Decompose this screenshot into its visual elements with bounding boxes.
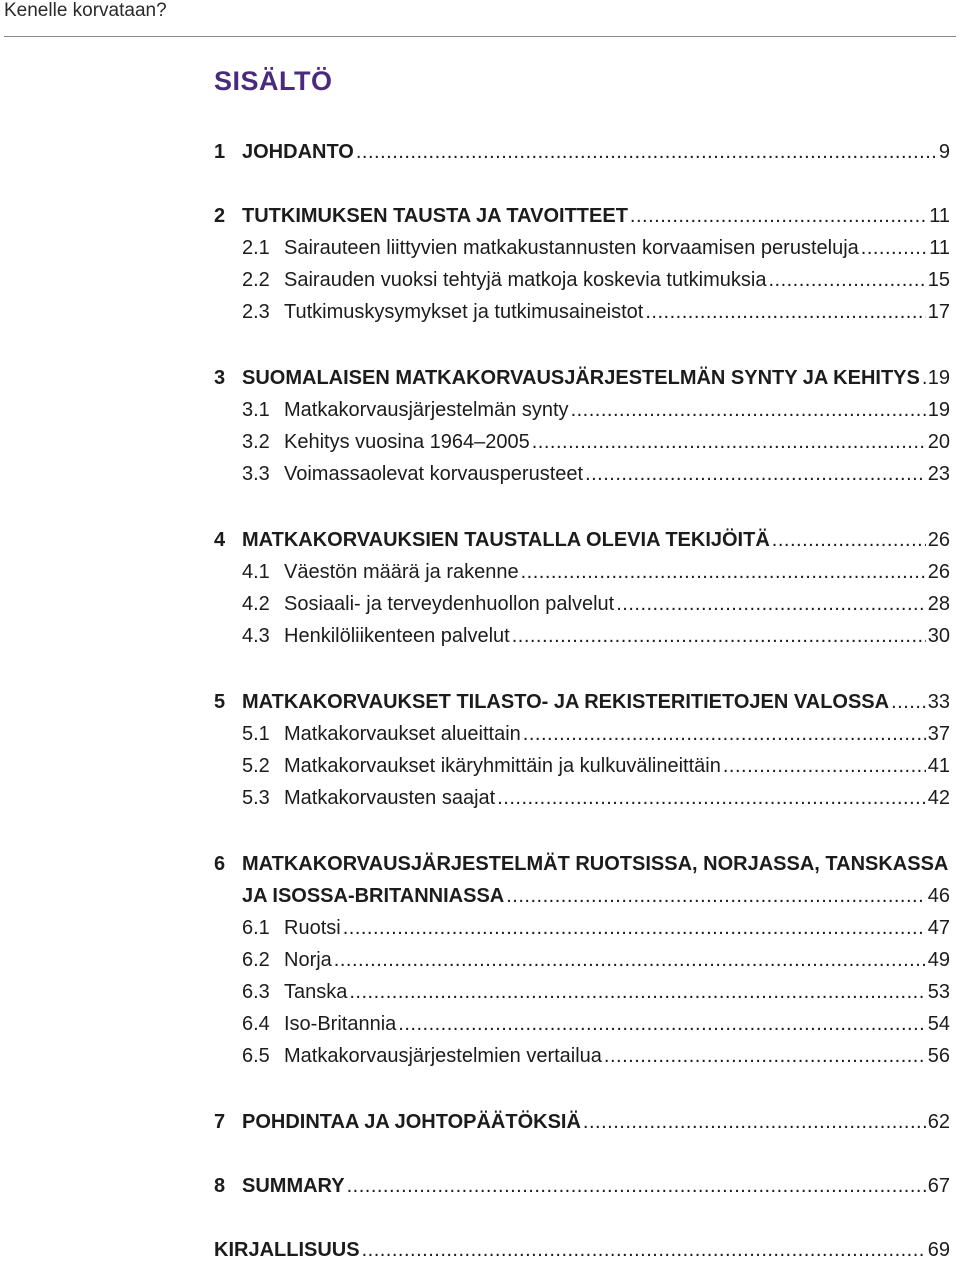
entry-page: 9 <box>938 141 950 163</box>
entry-page: 11 <box>929 205 950 227</box>
leader-dots <box>512 622 926 650</box>
entry-page: 47 <box>927 917 950 939</box>
leader-dots <box>772 526 926 554</box>
entry-number-wrap <box>214 946 284 974</box>
entry-number-wrap <box>214 590 284 618</box>
leader-dots <box>521 558 926 586</box>
entry-number: 2.1 <box>242 237 270 259</box>
toc-entry-6-continued[interactable] <box>242 882 950 910</box>
toc-entry-2-3[interactable] <box>214 298 950 326</box>
entry-number: 2 <box>214 205 226 227</box>
entry-number-wrap <box>214 752 284 780</box>
leader-dots <box>630 202 927 230</box>
entry-label: Matkakorvaukset ikäryhmittäin ja kulkuvälineittäin <box>284 755 721 777</box>
entry-label: Tanska <box>284 981 348 1003</box>
toc-title: SISÄLTÖ <box>214 66 333 96</box>
entry-label: Iso-Britannia <box>284 1013 397 1035</box>
leader-dots <box>532 428 926 456</box>
entry-label: MATKAKORVAUSJÄRJESTELMÄT RUOTSISSA, NORJASSA, TANSKASSA <box>242 853 949 875</box>
entry-page: 53 <box>927 981 950 1003</box>
leader-dots <box>497 784 926 812</box>
leader-dots <box>362 1236 926 1264</box>
toc-entry-2-1[interactable] <box>214 234 950 262</box>
toc-entry-kirjallisuus[interactable] <box>214 1236 950 1264</box>
header-rule <box>4 36 956 37</box>
leader-dots <box>922 364 926 392</box>
toc-entry-6-3[interactable] <box>214 978 950 1006</box>
entry-number-wrap <box>214 558 284 586</box>
entry-page: 46 <box>927 885 950 907</box>
toc-entry-3-1[interactable] <box>214 396 950 424</box>
entry-label: Väestön määrä ja rakenne <box>284 561 519 583</box>
entry-number: 5.3 <box>242 787 270 809</box>
entry-number: 6.3 <box>242 981 270 1003</box>
leader-dots <box>616 590 926 618</box>
entry-number-wrap <box>214 396 284 424</box>
entry-page: 41 <box>927 755 950 777</box>
entry-number: 6.5 <box>242 1045 270 1067</box>
toc-entry-3-3[interactable] <box>214 460 950 488</box>
leader-dots <box>583 1108 926 1136</box>
entry-number: 4.3 <box>242 625 270 647</box>
toc-entry-5-1[interactable] <box>214 720 950 748</box>
toc-entry-4-1[interactable] <box>214 558 950 586</box>
leader-dots <box>523 720 926 748</box>
leader-dots <box>723 752 926 780</box>
leader-dots <box>349 978 925 1006</box>
entry-number-wrap <box>214 460 284 488</box>
entry-number: 6.2 <box>242 949 270 971</box>
entry-number: 3.3 <box>242 463 270 485</box>
toc-entry-6-5[interactable] <box>214 1042 950 1070</box>
entry-number: 3 <box>214 367 226 389</box>
leader-dots <box>356 138 937 166</box>
entry-page: 15 <box>927 269 950 291</box>
entry-label-continued: JA ISOSSA-BRITANNIASSA <box>242 885 505 907</box>
entry-page: 28 <box>927 593 950 615</box>
entry-label: Sairauteen liittyvien matkakustannusten korvaamisen perusteluja <box>284 237 859 259</box>
entry-label: Matkakorvausjärjestelmien vertailua <box>284 1045 602 1067</box>
leader-dots <box>645 298 925 326</box>
entry-page: 49 <box>927 949 950 971</box>
entry-page: 23 <box>927 463 950 485</box>
entry-number: 5.1 <box>242 723 270 745</box>
running-head: Kenelle korvataan? <box>4 0 167 21</box>
entry-page: 33 <box>927 691 950 713</box>
leader-dots <box>768 266 925 294</box>
leader-dots <box>398 1010 925 1038</box>
entry-page: 67 <box>927 1175 950 1197</box>
entry-page: 11 <box>929 237 950 259</box>
entry-label: KIRJALLISUUS <box>214 1239 360 1261</box>
toc-entry-3-2[interactable] <box>214 428 950 456</box>
entry-number-wrap <box>214 720 284 748</box>
toc-entry-4-3[interactable] <box>214 622 950 650</box>
entry-number: 4.1 <box>242 561 270 583</box>
entry-number: 2.3 <box>242 301 270 323</box>
entry-label: Sairauden vuoksi tehtyjä matkoja koskevia tutkimuksia <box>284 269 767 291</box>
entry-number-wrap <box>214 914 284 942</box>
entry-number: 1 <box>214 141 226 163</box>
leader-dots <box>347 1172 926 1200</box>
entry-number: 4 <box>214 529 226 551</box>
toc-entry-4[interactable] <box>214 526 950 554</box>
entry-page: 19 <box>927 399 950 421</box>
leader-dots <box>891 688 926 716</box>
entry-label: Matkakorvausjärjestelmän synty <box>284 399 569 421</box>
entry-label: Norja <box>284 949 332 971</box>
entry-label: SUOMALAISEN MATKAKORVAUSJÄRJESTELMÄN SYNTY JA KEHITYS <box>242 367 920 389</box>
entry-page: 69 <box>927 1239 950 1261</box>
entry-page: 19 <box>927 367 950 389</box>
entry-number-wrap <box>214 978 284 1006</box>
toc-entry-6[interactable] <box>214 850 948 878</box>
entry-label: MATKAKORVAUKSIEN TAUSTALLA OLEVIA TEKIJÖITÄ <box>242 529 770 551</box>
entry-number-wrap <box>214 234 284 262</box>
leader-dots <box>571 396 926 424</box>
entry-label: Voimassaolevat korvausperusteet <box>284 463 584 485</box>
entry-page: 62 <box>927 1111 950 1133</box>
entry-number-wrap <box>214 622 284 650</box>
entry-label: Kehitys vuosina 1964–2005 <box>284 431 530 453</box>
entry-number-wrap <box>214 784 284 812</box>
entry-number: 5 <box>214 691 226 713</box>
entry-page: 20 <box>927 431 950 453</box>
entry-label: Matkakorvaukset alueittain <box>284 723 521 745</box>
entry-page: 54 <box>927 1013 950 1035</box>
entry-number: 4.2 <box>242 593 270 615</box>
leader-dots <box>334 946 926 974</box>
toc-entry-1[interactable] <box>214 138 950 166</box>
toc-entry-6-4[interactable] <box>214 1010 950 1038</box>
entry-label: MATKAKORVAUKSET TILASTO- JA REKISTERITIETOJEN VALOSSA <box>242 691 890 713</box>
entry-number-wrap <box>214 1010 284 1038</box>
entry-label: POHDINTAA JA JOHTOPÄÄTÖKSIÄ <box>242 1111 581 1133</box>
entry-label: Sosiaali- ja terveydenhuollon palvelut <box>284 593 615 615</box>
toc-entry-7[interactable] <box>214 1108 950 1136</box>
entry-page: 26 <box>927 529 950 551</box>
leader-dots <box>585 460 926 488</box>
entry-page: 17 <box>927 301 950 323</box>
entry-number: 3.2 <box>242 431 270 453</box>
entry-number: 5.2 <box>242 755 270 777</box>
entry-label: JOHDANTO <box>242 141 354 163</box>
leader-dots <box>343 914 926 942</box>
entry-number-wrap <box>214 298 284 326</box>
toc-entry-8[interactable] <box>214 1172 950 1200</box>
toc-entry-6-1[interactable] <box>214 914 950 942</box>
entry-number: 7 <box>214 1111 226 1133</box>
toc-entry-2-2[interactable] <box>214 266 950 294</box>
entry-number: 2.2 <box>242 269 270 291</box>
toc-entry-6-2[interactable] <box>214 946 950 974</box>
entry-label: Ruotsi <box>284 917 341 939</box>
entry-page: 42 <box>927 787 950 809</box>
entry-number: 6.4 <box>242 1013 270 1035</box>
entry-label: Tutkimuskysymykset ja tutkimusaineistot <box>284 301 644 323</box>
entry-label: SUMMARY <box>242 1175 345 1197</box>
entry-page: 56 <box>927 1045 950 1067</box>
toc-entry-5[interactable] <box>214 688 950 716</box>
entry-page: 26 <box>927 561 950 583</box>
leader-dots <box>861 234 927 262</box>
entry-page: 37 <box>927 723 950 745</box>
toc-entry-5-3[interactable] <box>214 784 950 812</box>
entry-number-wrap <box>214 428 284 456</box>
toc-entry-5-2[interactable] <box>214 752 950 780</box>
entry-number-wrap <box>214 266 284 294</box>
entry-number: 6.1 <box>242 917 270 939</box>
entry-label: TUTKIMUKSEN TAUSTA JA TAVOITTEET <box>242 205 628 227</box>
entry-page: 30 <box>927 625 950 647</box>
entry-number: 6 <box>214 853 226 875</box>
entry-label: Matkakorvausten saajat <box>284 787 496 809</box>
toc-entry-4-2[interactable] <box>214 590 950 618</box>
entry-number-wrap <box>214 1042 284 1070</box>
toc-entry-2[interactable] <box>214 202 950 230</box>
leader-dots <box>604 1042 926 1070</box>
entry-label: Henkilöliikenteen palvelut <box>284 625 510 647</box>
leader-dots <box>506 882 926 910</box>
toc-entry-3[interactable] <box>214 364 950 392</box>
entry-number: 3.1 <box>242 399 270 421</box>
entry-number: 8 <box>214 1175 226 1197</box>
